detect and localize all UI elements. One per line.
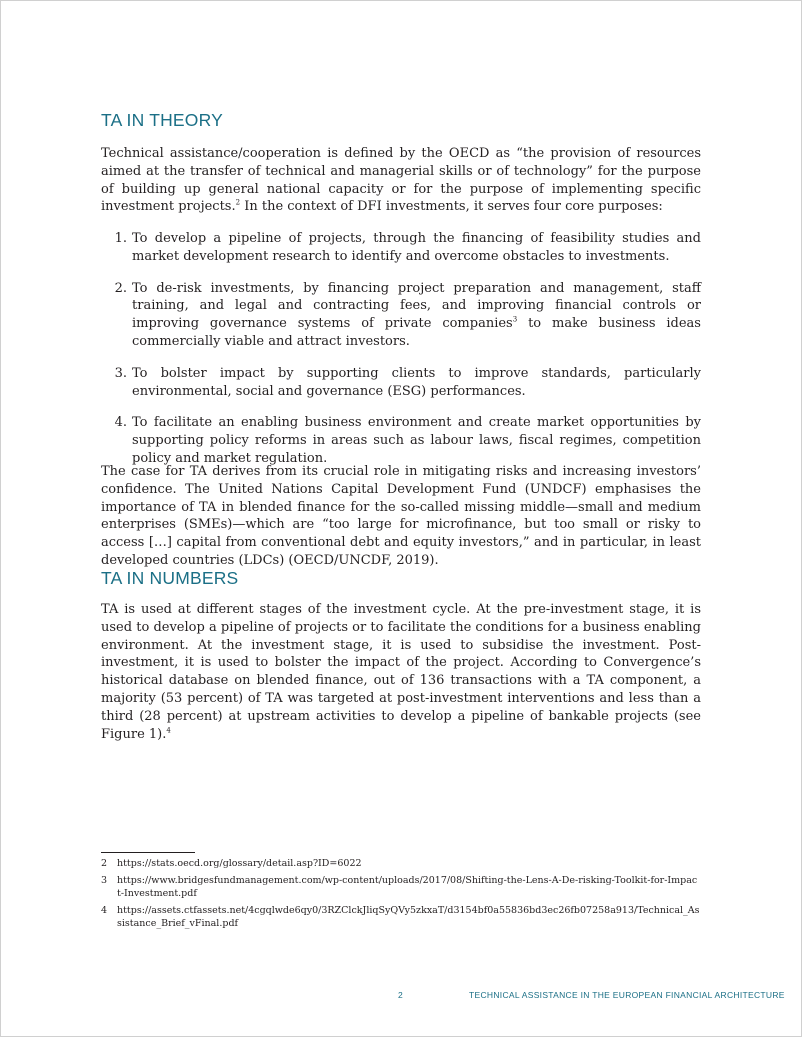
footnote — [101, 904, 701, 931]
section-heading-numbers: TA IN NUMBERS — [101, 568, 239, 588]
list-item-text: To bolster impact by supporting clients to improve standards, particularly environmental, social and governance (ESG) performances. — [132, 365, 701, 399]
footnote-number: 3 — [101, 874, 108, 886]
page-number: 2 — [398, 990, 404, 1000]
footnote-link[interactable]: https://stats.oecd.org/glossary/detail.asp?ID=6022 — [117, 858, 362, 869]
footnote-ref-2[interactable]: 2 — [235, 199, 241, 208]
footnote — [101, 874, 701, 901]
list-item-number: 3. — [114, 365, 127, 381]
footnote-number: 4 — [101, 904, 108, 916]
list-item — [101, 414, 701, 467]
footnote-divider — [101, 852, 195, 853]
list-item — [101, 230, 701, 266]
list-item-text: To de-risk investments, by financing project preparation and management, staff training, and legal and contracting fees, and improving financial controls or improving governance systems of private companies$^3$ to make business ideas commercially viable and attract investors. — [132, 280, 701, 349]
list-item-number: 4. — [114, 415, 127, 431]
intro-paragraph — [101, 145, 701, 216]
numbers-paragraph — [101, 601, 701, 743]
intro-text-a: Technical assistance/cooperation is defined by the OECD as “the provision of resources aimed at the transfer of technical and managerial skills or of technology” for the purpose of building up general national capacity or for the purpose of implementing specific investment projects. — [101, 146, 701, 215]
list-item-text: To develop a pipeline of projects, through the financing of feasibility studies and market development research to identify and overcome obstacles to investments. — [132, 231, 701, 264]
purposes-list — [101, 230, 701, 482]
footnote-link[interactable]: https://assets.ctfassets.net/4cgqlwde6qy0/3RZClckJliqSyQVy5zkxaT/d3154bf0a55836bd3ec26fb07258a913/Technical_Assistance_Brief_vFinal.pdf — [117, 904, 700, 929]
numbers-text: TA is used at different stages of the investment cycle. At the pre-investment stage, it is used to develop a pipeline of projects or to facilitate the conditions for a business enabling environment. At the investment stage, it is used to subsidise the investment. Post-investment, it is used to bolster the impact of the project. According to Convergence’s historical database on blended finance, out of 136 transactions with a TA component, a majority (53 percent) of TA was targeted at post-investment interventions and less than a third (28 percent) at upstream activities to develop a pipeline of bankable projects (see Figure 1). — [101, 602, 701, 742]
list-item-number: 1. — [114, 231, 127, 246]
footnote-ref-3[interactable]: 3 — [512, 315, 518, 324]
list-item — [101, 365, 701, 401]
footnote — [101, 857, 701, 871]
running-title: TECHNICAL ASSISTANCE IN THE EUROPEAN FINANCIAL ARCHITECTURE — [469, 990, 785, 1000]
section-heading-theory: TA IN THEORY — [101, 110, 224, 130]
closing-paragraph: The case for TA derives from its crucial role in mitigating risks and increasing investors’ confidence. The United Nations Capital Development Fund (UNDCF) emphasises the importance of TA in blended finance for the so-called missing middle—small and medium enterprises (SMEs)—which are “too large for microfinance, but too small or risky to access […] capital from conventional debt and equity investors,” and in particular, in least developed countries (LDCs) (OECD/UNCDF, 2019). — [101, 464, 701, 568]
intro-text-b: In the context of DFI investments, it serves four core purposes: — [240, 199, 663, 215]
footnote-number: 2 — [101, 858, 108, 869]
footnotes — [101, 857, 701, 934]
list-item-number: 2. — [114, 280, 127, 296]
list-item — [101, 280, 701, 351]
footnote-link[interactable]: https://www.bridgesfundmanagement.com/wp-content/uploads/2017/08/Shifting-the-Lens-A-De-risking-Toolkit-for-Impact-Investment.pdf — [117, 874, 698, 899]
footnote-ref-4[interactable]: 4 — [166, 726, 171, 735]
list-item-text: To facilitate an enabling business environment and create market opportunities by supporting policy reforms in areas such as labour laws, fiscal regimes, competition policy and market regulation. — [132, 415, 701, 466]
